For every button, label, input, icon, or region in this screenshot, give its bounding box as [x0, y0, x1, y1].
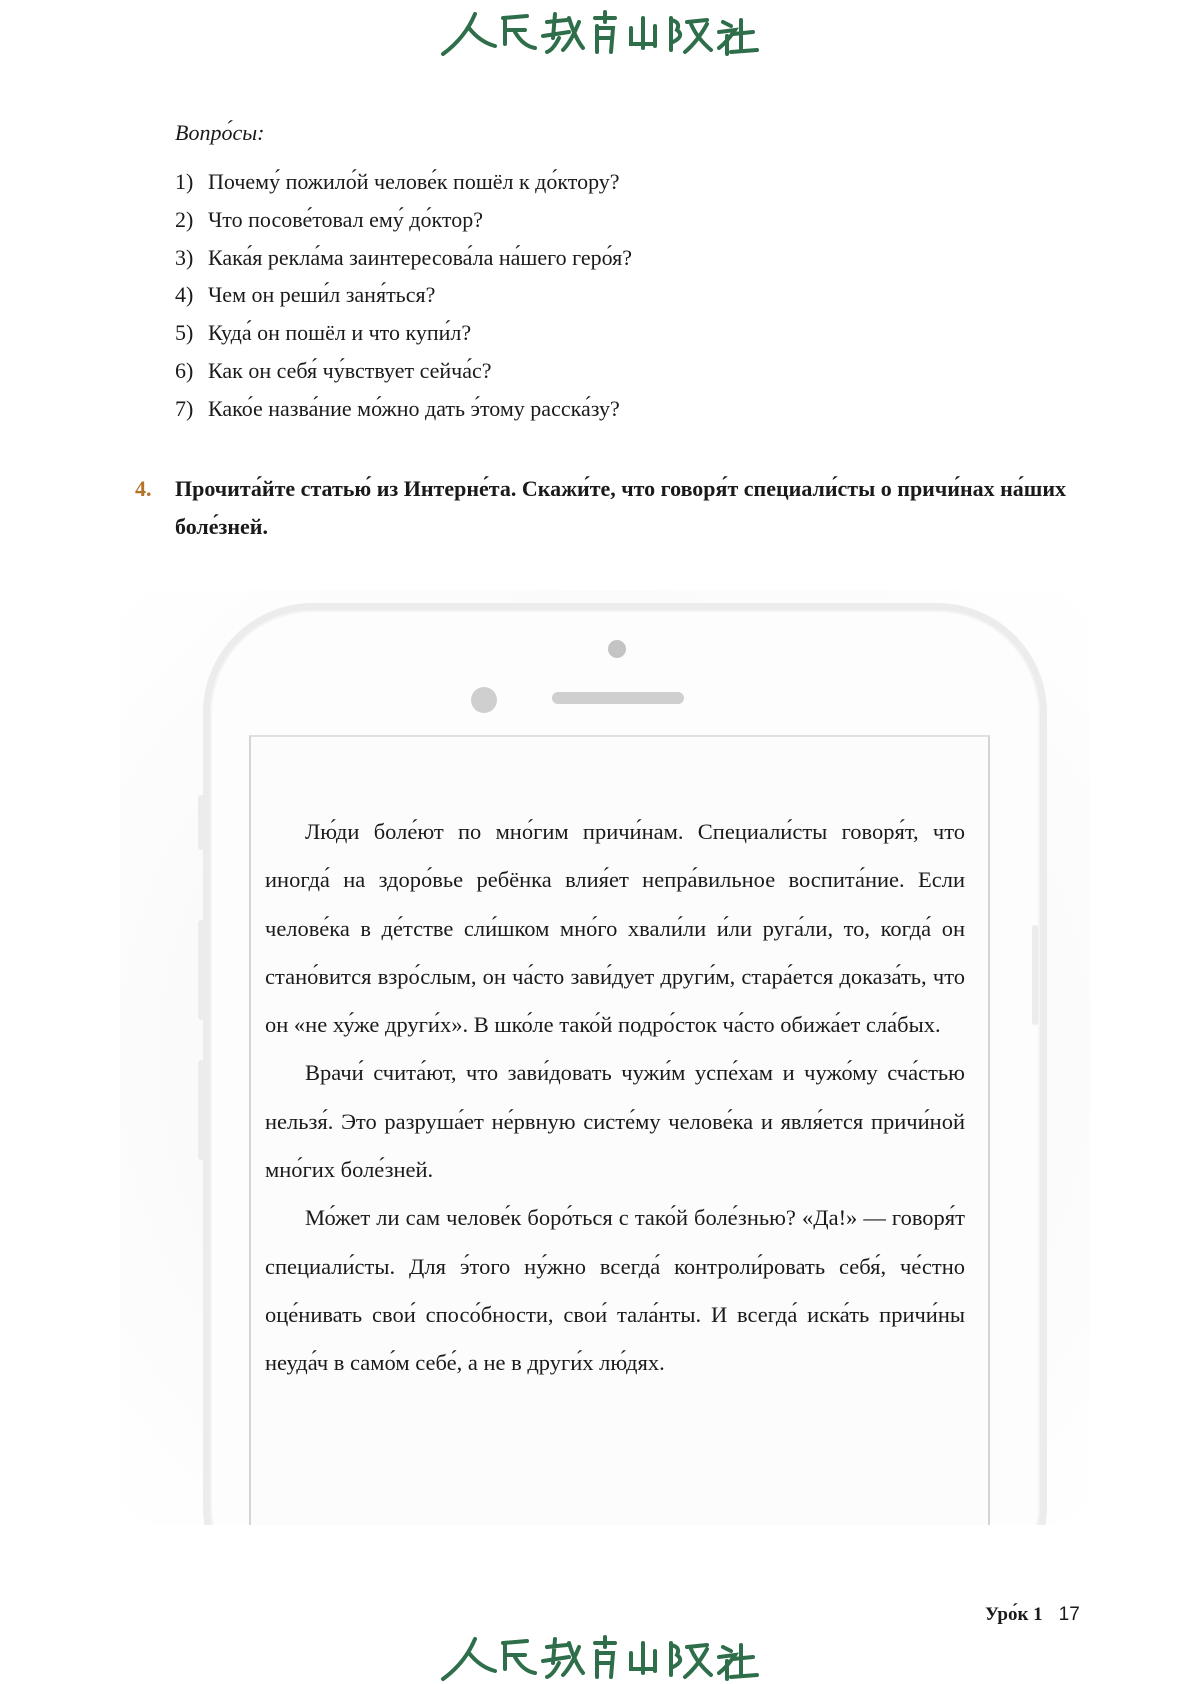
phone-side-button — [198, 795, 204, 850]
phone-speaker-icon — [552, 692, 684, 704]
publisher-logo — [435, 1633, 765, 1683]
phone-side-button — [1032, 925, 1038, 1025]
question-item: 1) Почему́ пожило́й челове́к пошёл к до́ктору? — [175, 169, 620, 194]
article-text — [265, 808, 965, 1388]
phone-side-button — [198, 920, 204, 1020]
publisher-logo — [435, 8, 765, 58]
question-item: 2) Что посове́товал ему́ до́ктор? — [175, 206, 483, 232]
phone-camera-icon — [608, 640, 626, 658]
article-paragraph: Врачи́ счита́ют, что зави́довать чужи́м успе́хам и чужо́му сча́стью нельзя́. Это разруша́ет не́рвную систе́му челове́ка и явля́ется причи́ной мно́гих боле́зней. — [265, 1060, 965, 1183]
question-item: 4) Чем он реши́л заня́ться? — [175, 282, 436, 308]
lesson-label: Уро́к 1 — [985, 1604, 1043, 1625]
article-paragraph: Мо́жет ли сам челове́к боро́ться с тако́й боле́знью? «Да!» — говоря́т специали́сты. Для э́того ну́жно всегда́ контроли́ровать себя́, че́стно оце́нивать свои́ спосо́бности, свои́ тала́нты. И всегда́ иска́ть причи́ны неуда́ч в само́м себе́, а не в други́х лю́дях. — [265, 1205, 965, 1376]
task-number: 4. — [135, 476, 152, 501]
page-footer — [985, 1604, 1080, 1626]
article-paragraph: Лю́ди боле́ют по мно́гим причи́нам. Специали́сты говоря́т, что иногда́ на здоро́вье ребёнка влия́ет непра́вильное воспита́ние. Если челове́ка в де́тстве сли́шком мно́го хвали́ли и́ли руга́ли, то, когда́ он стано́вится взро́слым, он ча́сто зави́дует други́м, стара́ется доказа́ть, что он «не ху́же други́х». В шко́ле тако́й подро́сток ча́сто обижа́ет сла́бых. — [265, 819, 965, 1038]
question-item: 7) Како́е назва́ние мо́жно дать э́тому расска́зу? — [175, 395, 620, 421]
task-heading — [135, 470, 1095, 546]
question-item: 3) Кака́я рекла́ма заинтересова́ла на́шего геро́я? — [175, 244, 633, 270]
question-item: 6) Как он себя́ чу́вствует сейча́с? — [175, 357, 492, 383]
task-text: Прочита́йте статью́ из Интерне́та. Скажи́те, что говоря́т специали́сты о причи́нах на́ших боле́зней. — [175, 476, 1067, 539]
questions-title: Вопро́сы: — [175, 120, 265, 145]
question-item: 5) Куда́ он пошёл и что купи́л? — [175, 320, 472, 346]
questions-list — [175, 166, 632, 431]
phone-lens-icon — [471, 687, 497, 713]
page-number: 17 — [1058, 1604, 1080, 1625]
phone-side-button — [198, 1060, 204, 1160]
